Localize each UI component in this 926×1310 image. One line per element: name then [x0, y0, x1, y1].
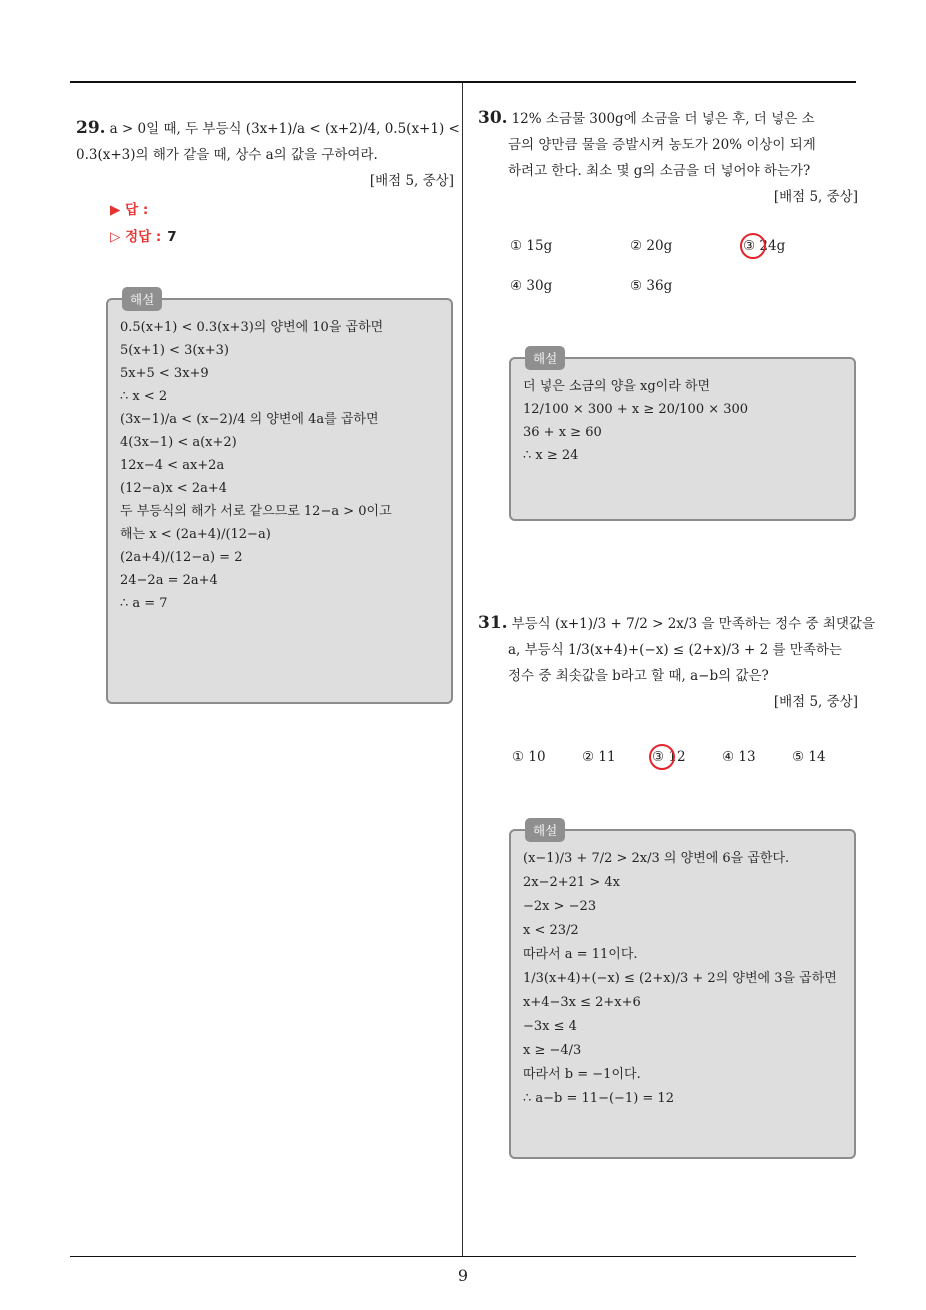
solution-line: (3x−1)/a < (x−2)/4 의 양변에 4a를 곱하면 [120, 412, 379, 427]
correct-answer: ▷ 정답 : 7 [110, 229, 177, 245]
choices-30 [510, 238, 850, 298]
column-divider [462, 83, 463, 1256]
selected-answer-mark [740, 233, 766, 259]
solution-tab: 해설 [525, 818, 565, 842]
question-text: 12% 소금물 300g에 소금을 더 넣은 후, 더 넣은 소 [511, 111, 815, 127]
solution-line: ∴ a = 7 [120, 596, 168, 611]
question-text: 금의 양만큼 물을 증발시켜 농도가 20% 이상이 되게 [508, 137, 816, 153]
solution-line: 2x−2+21 > 4x [523, 875, 620, 890]
solution-line: 0.5(x+1) < 0.3(x+3)의 양변에 10을 곱하면 [120, 320, 384, 335]
question-number: 31. [478, 613, 508, 633]
question-text: a > 0일 때, 두 부등식 (3x+1)/a < (x+2)/4, 0.5(x+1) < [109, 121, 460, 137]
question-30 [478, 105, 858, 210]
choice-5[interactable]: ⑤ 36g [630, 278, 673, 294]
score-info: [배점 5, 중상] [773, 189, 858, 205]
answer-label: ▶ 답 : [110, 202, 149, 218]
solution-body [511, 831, 854, 1121]
solution-line: (2a+4)/(12−a) = 2 [120, 550, 243, 565]
choice-1[interactable]: ① 10 [512, 749, 546, 765]
choices-31 [512, 749, 852, 779]
question-text: 정수 중 최솟값을 b라고 할 때, a−b의 값은? [508, 668, 769, 684]
choice-3[interactable]: ③ 24g [743, 238, 786, 254]
score-info: [배점 5, 중상] [773, 694, 858, 710]
choice-1[interactable]: ① 15g [510, 238, 553, 254]
solution-line: ∴ x < 2 [120, 389, 168, 404]
choice-4[interactable]: ④ 13 [722, 749, 756, 765]
footer-rule [70, 1256, 856, 1257]
solution-line: ∴ a−b = 11−(−1) = 12 [523, 1091, 674, 1106]
solution-box-29 [106, 292, 453, 704]
header-rule [70, 81, 856, 83]
solution-body [108, 300, 451, 625]
question-text: 0.3(x+3)의 해가 같을 때, 상수 a의 값을 구하여라. [76, 147, 378, 163]
question-text: 하려고 한다. 최소 몇 g의 소금을 더 넣어야 하는가? [508, 163, 811, 179]
solution-line: (x−1)/3 + 7/2 > 2x/3 의 양변에 6을 곱한다. [523, 851, 790, 866]
solution-line: (12−a)x < 2a+4 [120, 481, 228, 496]
correct-answer-value: 7 [167, 229, 177, 245]
selected-answer-mark [649, 744, 675, 770]
choice-2[interactable]: ② 20g [630, 238, 673, 254]
solution-line: −3x ≤ 4 [523, 1019, 577, 1034]
question-number: 29. [76, 118, 106, 138]
solution-line: 따라서 b = −1이다. [523, 1067, 641, 1082]
solution-line: 두 부등식의 해가 서로 같으므로 12−a > 0이고 [120, 504, 392, 519]
solution-tab: 해설 [525, 346, 565, 370]
solution-line: 1/3(x+4)+(−x) ≤ (2+x)/3 + 2의 양변에 3을 곱하면 [523, 971, 837, 986]
solution-tab: 해설 [122, 287, 162, 311]
solution-line: 36 + x ≥ 60 [523, 425, 602, 440]
solution-line: 12/100 × 300 + x ≥ 20/100 × 300 [523, 402, 749, 417]
solution-box-31 [509, 823, 856, 1159]
solution-line: −2x > −23 [523, 899, 597, 914]
solution-line: 4(3x−1) < a(x+2) [120, 435, 237, 450]
solution-box-30 [509, 351, 856, 521]
question-text: a, 부등식 1/3(x+4)+(−x) ≤ (2+x)/3 + 2 를 만족하는 [508, 642, 842, 658]
page-number: 9 [457, 1266, 469, 1285]
choice-3[interactable]: ③ 12 [652, 749, 686, 765]
solution-line: 12x−4 < ax+2a [120, 458, 225, 473]
solution-line: ∴ x ≥ 24 [523, 448, 579, 463]
solution-body [511, 359, 854, 477]
score-info: [배점 5, 중상] [369, 173, 454, 189]
question-31 [478, 610, 875, 715]
choice-2[interactable]: ② 11 [582, 749, 616, 765]
question-29 [76, 115, 460, 194]
solution-line: 5(x+1) < 3(x+3) [120, 343, 229, 358]
solution-line: x+4−3x ≤ 2+x+6 [523, 995, 641, 1010]
solution-line: x ≥ −4/3 [523, 1043, 582, 1058]
solution-line: 5x+5 < 3x+9 [120, 366, 209, 381]
solution-line: 해는 x < (2a+4)/(12−a) [120, 527, 271, 542]
solution-line: 더 넣은 소금의 양을 xg이라 하면 [523, 379, 711, 394]
question-text: 부등식 (x+1)/3 + 7/2 > 2x/3 을 만족하는 정수 중 최댓값을 [511, 616, 875, 632]
choice-5[interactable]: ⑤ 14 [792, 749, 826, 765]
question-number: 30. [478, 108, 508, 128]
solution-line: 24−2a = 2a+4 [120, 573, 218, 588]
solution-line: 따라서 a = 11이다. [523, 947, 638, 962]
choice-4[interactable]: ④ 30g [510, 278, 553, 294]
solution-line: x < 23/2 [523, 923, 579, 938]
